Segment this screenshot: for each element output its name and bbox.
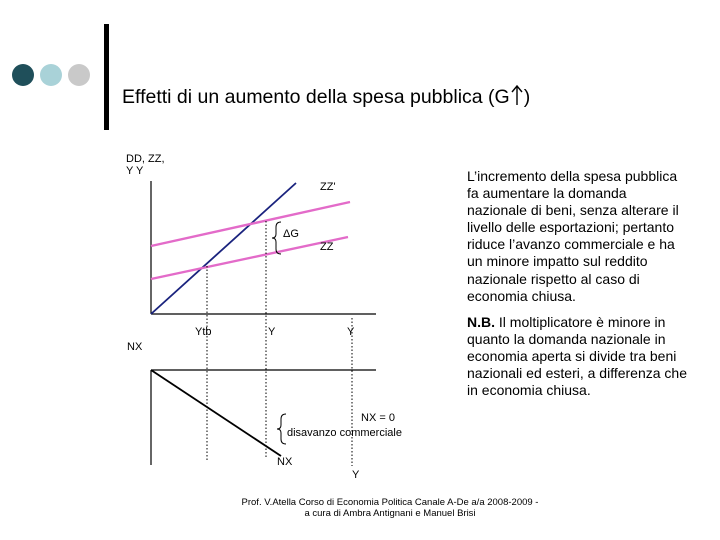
explanation-text [467,168,689,399]
footer-credits [230,497,550,519]
footer-line-2: a cura di Ambra Antignani e Manuel Brisi [304,508,476,519]
curve-zz [151,237,348,279]
label-y-prime: Y [268,326,276,338]
curve-zz-prime [151,202,350,246]
title-text: Effetti di un aumento della spesa pubblica (G [122,86,510,108]
top-y-axis-label-1: DD, ZZ, [126,153,165,165]
nb-label: N.B. [467,313,495,330]
label-y-bottom: Y [352,469,360,481]
line-45-degree [151,183,296,314]
bottom-y-axis-label: NX [127,341,143,353]
curve-nx [151,370,281,456]
top-y-axis-label-2: Y Y [126,165,144,177]
label-ytb: Ytb [195,326,212,338]
explanation-paragraph: L’incremento della spesa pubblica fa aumentare la domanda nazionale di beni, senza alterare il livello delle esportazioni; pertanto riduce l’avanzo commerciale e ha un minore impatto sul reddito nazionale rispetto al caso di economia chiusa. [467,168,679,304]
title-close: ) [523,86,531,108]
delta-g-brace [272,222,281,254]
deficit-brace [277,414,286,444]
label-deficit: disavanzo commerciale [287,427,402,439]
label-zz-prime: ZZ' [320,181,336,193]
label-nx-zero: NX = 0 [361,412,395,424]
footer-line-1: Prof. V.Atella Corso di Economia Politica Canale A-De a/a 2008-2009 - [241,497,539,508]
label-nx-curve: NX [277,456,293,468]
label-zz: ZZ [320,241,334,253]
label-delta-g: ΔG [283,228,299,240]
nb-text: Il moltiplicatore è minore in quanto la domanda nazionale in economia aperta si divide tra beni nazionali ed esteri, a differenza che in economia chiusa. [467,313,687,399]
nb-paragraph [467,314,689,399]
label-y-top: Y [347,326,355,338]
